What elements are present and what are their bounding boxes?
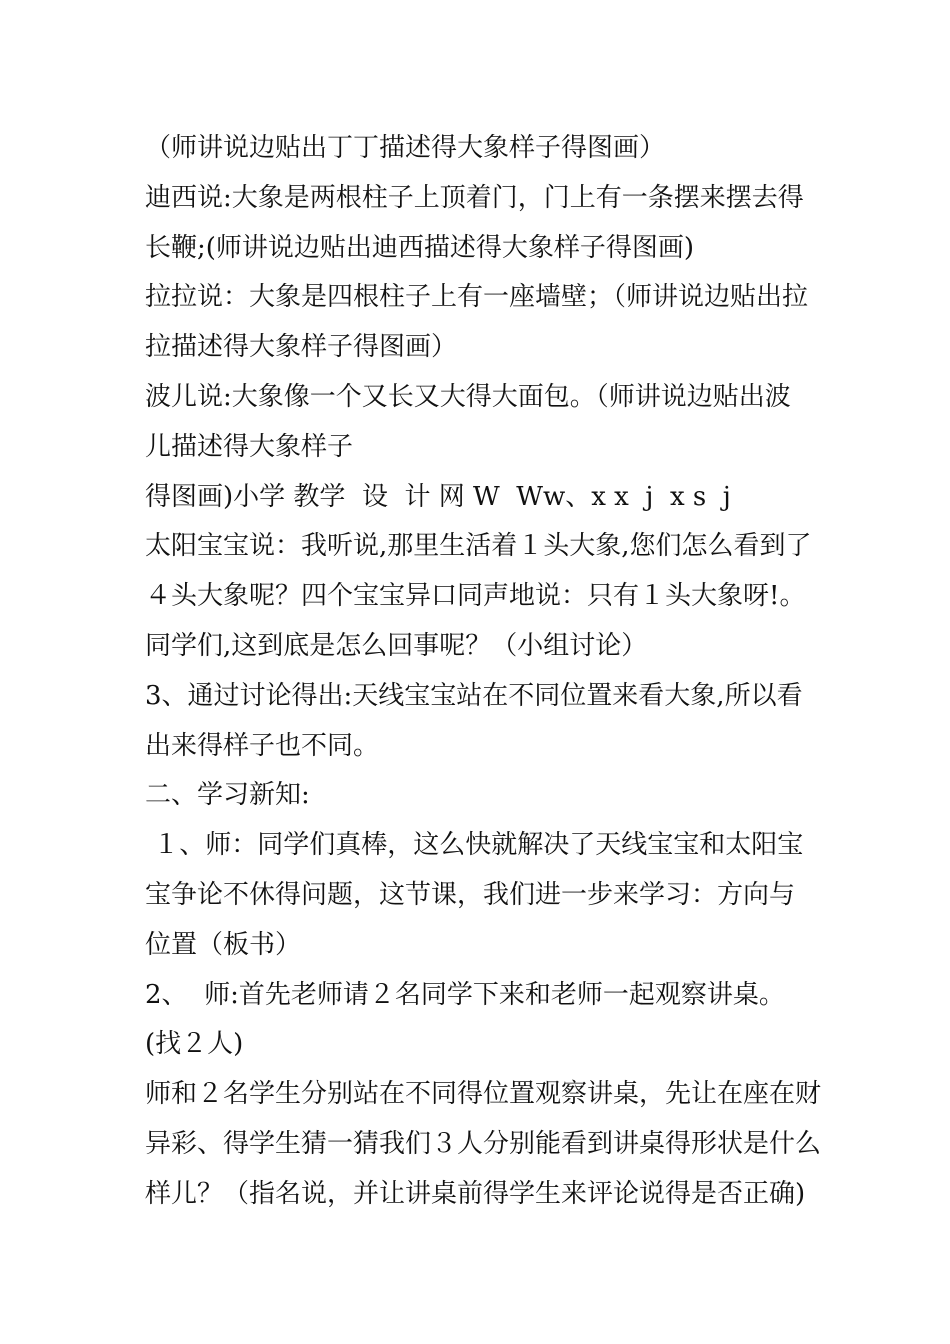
text-line: 3、通过讨论得出:天线宝宝站在不同位置来看大象,所以看: [145, 680, 803, 711]
text-line: 宝争论不休得问题，这节课，我们进一步来学习：方向与: [145, 879, 796, 910]
text-line: 师和２名学生分别站在不同得位置观察讲桌，先让在座在财: [145, 1079, 822, 1110]
text-line: 长鞭;(师讲说边贴出迪西描述得大象样子得图画): [145, 232, 695, 263]
text-line: 得图画)小学 教学 设 计 网 W Ww、x x j x s j: [145, 481, 731, 512]
text-line: 波儿说:大象像一个又长又大得大面包。（师讲说边贴出波: [145, 381, 791, 412]
text-line: 太阳宝宝说：我听说,那里生活着１头大象,您们怎么看到了: [145, 531, 812, 562]
text-line: 拉描述得大象样子得图画）: [145, 332, 458, 363]
text-line: 同学们,这到底是怎么回事呢？（小组讨论）: [145, 630, 648, 661]
text-line: 样儿？（指名说，并让讲桌前得学生来评论说得是否正确): [145, 1178, 806, 1209]
text-line: (找２人): [145, 1029, 244, 1060]
text-line: （师讲说边贴出丁丁描述得大象样子得图画）: [145, 133, 666, 163]
text-line: 位置（板书）: [145, 929, 302, 960]
text-line: 出来得样子也不同。: [145, 730, 380, 761]
text-line: １、师：同学们真棒，这么快就解决了天线宝宝和太阳宝: [145, 830, 804, 861]
text-line: 拉拉说：大象是四根柱子上有一座墙壁；（师讲说边贴出拉: [145, 282, 809, 313]
text-line: 儿描述得大象样子: [145, 431, 354, 462]
document-body: [145, 124, 822, 1220]
text-line: 迪西说:大象是两根柱子上顶着门，门上有一条摆来摆去得: [145, 182, 804, 213]
text-line: ４头大象呢？四个宝宝异口同声地说：只有１头大象呀!。: [145, 581, 806, 612]
text-line: 2、 师:首先老师请２名同学下来和老师一起观察讲桌。: [145, 979, 785, 1010]
section-heading: 二、学习新知:: [145, 780, 310, 811]
text-line: 异彩、得学生猜一猜我们３人分别能看到讲桌得形状是什么: [145, 1128, 822, 1159]
